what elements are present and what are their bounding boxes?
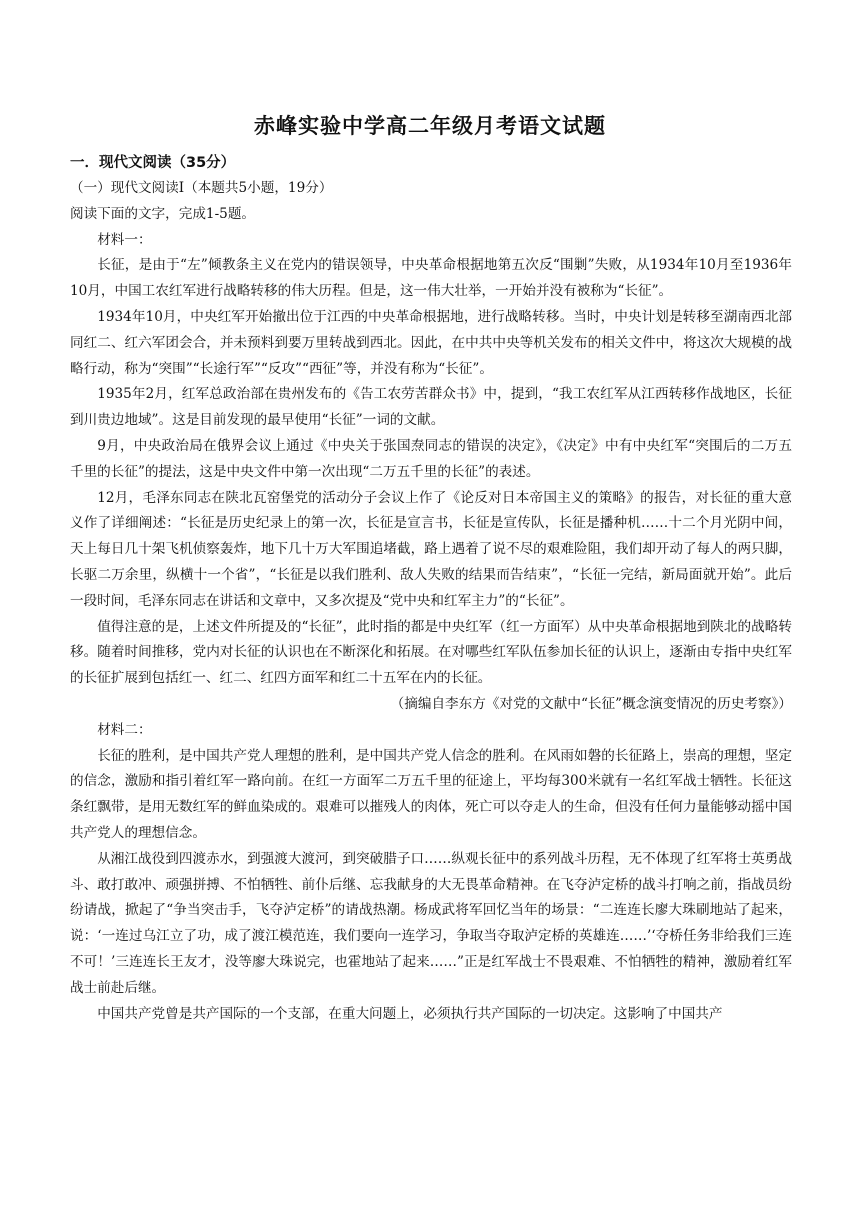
material1-source: （摘编自李东方《对党的文献中“长征”概念演变情况的历史考察》） [390, 695, 792, 712]
material2-paragraph: 长征的胜利，是中国共产党人理想的胜利，是中国共产党人信念的胜利。在风雨如磐的长征路上，崇高的理想，坚定的信念，激励和指引着红军一路向前。在红一方面军二万五千里的征途上，平均每300米就有一名红军战士牺牲。长征这条红飘带，是用无数红军的鲜血染成的。艰难可以摧残人的肉体，死亡可以夺走人的生命，但没有任何力量能够动摇中国共产党人的理想信念。 [70, 747, 792, 841]
section-heading: 一．现代文阅读（35分） [70, 155, 236, 171]
material2-paragraph: 从湘江战役到四渡赤水，到强渡大渡河，到突破腊子口……纵观长征中的系列战斗历程，无不体现了红军将士英勇战斗、敢打敢冲、顽强拼搏、不怕牺牲、前仆后继、忘我献身的大无畏革命精神。在飞夺泸定桥的战斗打响之前，指战员纷纷请战，掀起了“争当突击手，飞夺泸定桥”的请战热潮。杨成武将军回忆当年的场景：“二连连长廖大珠刷地站了起来，说：‘一连过乌江立了功，成了渡江模范连，我们要向一连学习，争取当夺取泸定桥的英雄连……’‘夺桥任务非给我们三连不可！’三连连长王友才，没等廖大珠说完，也霍地站了起来……”正是红军战士不畏艰难、不怕牺牲的精神，激励着红军战士前赴后继。 [70, 850, 792, 996]
reading-instruction: 阅读下面的文字，完成1-5题。 [70, 205, 256, 222]
document-body [70, 150, 792, 1027]
material1-paragraph: 9月，中央政治局在俄界会议上通过《中央关于张国焘同志的错误的决定》，《决定》中有中央红军“突围后的二万五千里的长征”的提法，这是中央文件中第一次出现“二万五千里的长征”的表述。 [70, 437, 792, 480]
subsection-heading: （一）现代文阅读Ⅰ（本题共5小题，19分） [70, 180, 333, 196]
material1-paragraph: 1934年10月，中央红军开始撤出位于江西的中央革命根据地，进行战略转移。当时，中央计划是转移至湖南西北部同红二、红六军团会合，并未预料到要万里转战到西北。因此，在中共中央等机关发布的相关文件中，将这次大规模的战略行动，称为“突围”“长途行军”“反攻”“西征”等，并没有称为“长征”。 [70, 308, 792, 377]
material2-label: 材料二： [97, 721, 152, 738]
document-title: 赤峰实验中学高二年级月考语文试题 [254, 114, 606, 138]
material1-paragraph: 长征，是由于“左”倾教条主义在党内的错误领导，中央革命根据地第五次反“围剿”失败，从1934年10月至1936年10月，中国工农红军进行战略转移的伟大历程。但是，这一伟大壮举，一开始并没有被称为“长征”。 [70, 257, 792, 300]
material1-paragraph: 1935年2月，红军总政治部在贵州发布的《告工农劳苦群众书》中，提到，“我工农红军从江西转移作战地区，长征到川贵边地域”。这是目前发现的最早使用“长征”一词的文献。 [70, 386, 792, 429]
material1-paragraph: 12月，毛泽东同志在陕北瓦窑堡党的活动分子会议上作了《论反对日本帝国主义的策略》的报告，对长征的重大意义作了详细阐述：“长征是历史纪录上的第一次，长征是宣言书，长征是宣传队，长征是播种机……十二个月光阴中间，天上每日几十架飞机侦察轰炸，地下几十万大军围追堵截，路上遇着了说不尽的艰难险阻，我们却开动了每人的两只脚，长驱二万余里，纵横十一个省”，“长征是以我们胜利、敌人失败的结果而告结束”，“长征一完结，新局面就开始”。此后一段时间，毛泽东同志在讲话和文章中，又多次提及“党中央和红军主力”的“长征”。 [70, 489, 792, 609]
material2-paragraph: 中国共产党曾是共产国际的一个支部，在重大问题上，必须执行共产国际的一切决定。这影响了中国共产 [97, 1005, 723, 1022]
material1-label: 材料一： [97, 231, 152, 248]
material1-paragraph: 值得注意的是，上述文件所提及的“长征”，此时指的都是中央红军（红一方面军）从中央革命根据地到陕北的战略转移。随着时间推移，党内对长征的认识也在不断深化和拓展。在对哪些红军队伍参加长征的认识上，逐渐由专指中央红军的长征扩展到包括红一、红二、红四方面军和红二十五军在内的长征。 [70, 618, 792, 687]
